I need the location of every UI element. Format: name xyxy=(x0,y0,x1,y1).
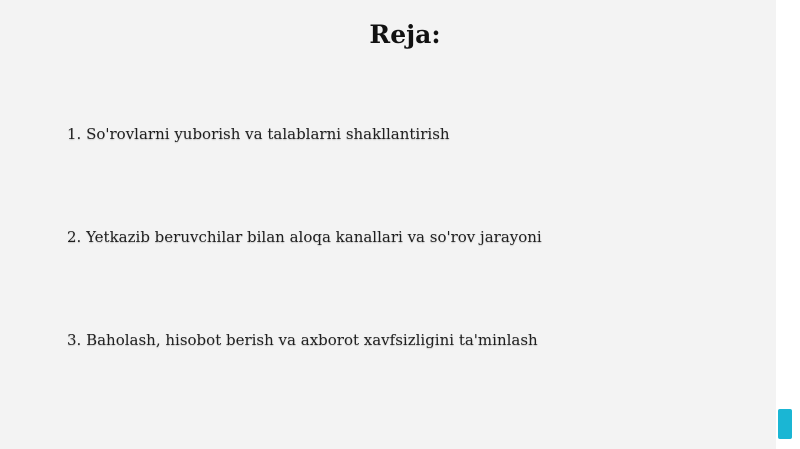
scrollbar-thumb[interactable] xyxy=(778,409,792,439)
plan-item: 3. Baholash, hisobot berish va axborot xavfsizligini ta'minlash xyxy=(67,331,538,349)
scrollbar-track[interactable] xyxy=(776,0,800,449)
plan-item: 1. So'rovlarni yuborish va talablarni shakllantirish xyxy=(67,125,450,143)
plan-item: 2. Yetkazib beruvchilar bilan aloqa kanallari va so'rov jarayoni xyxy=(67,228,542,246)
slide-title: Reja: xyxy=(369,20,441,49)
